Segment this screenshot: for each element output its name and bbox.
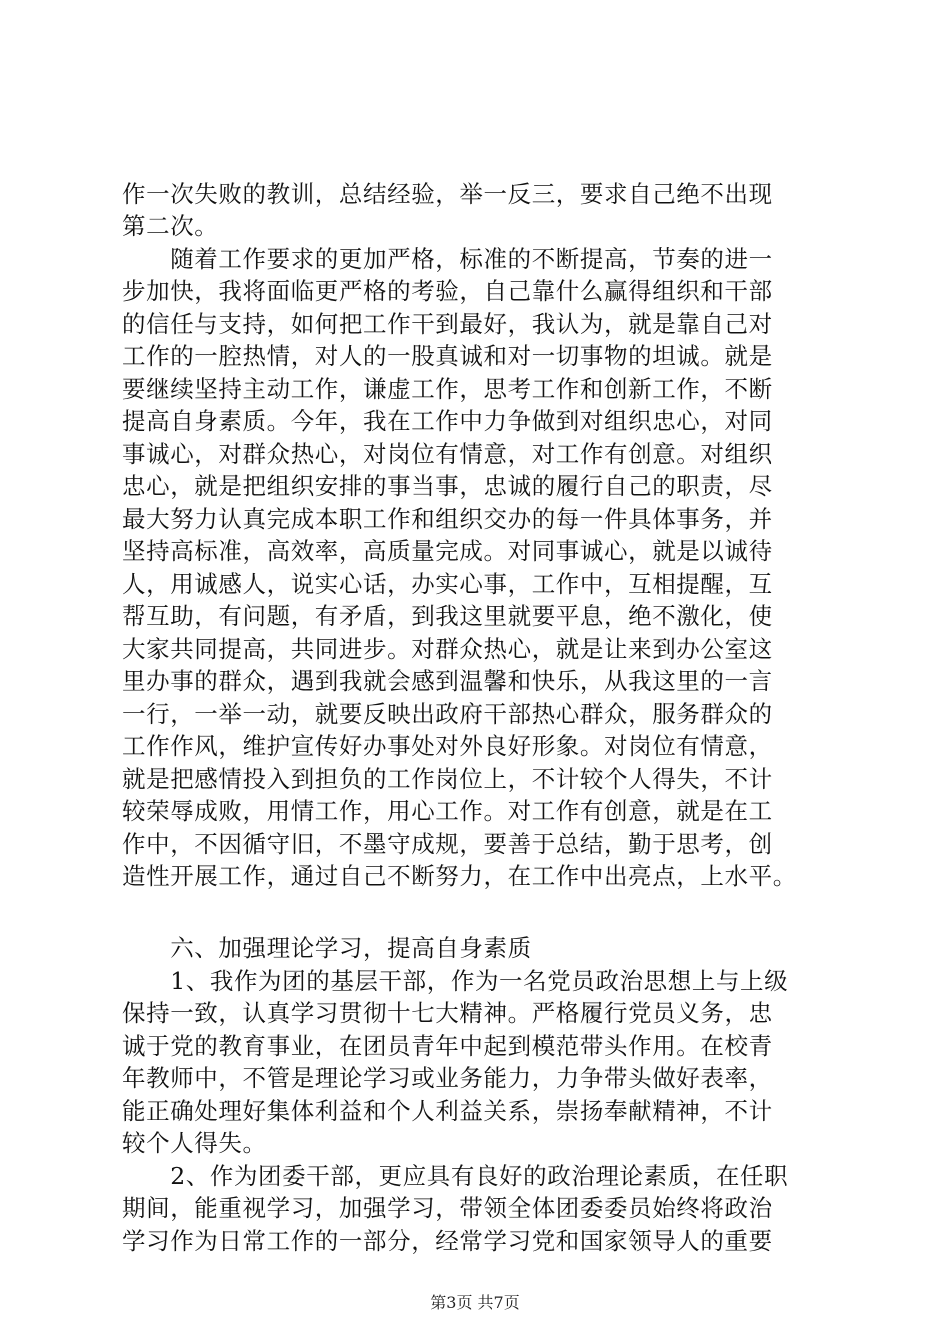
text-line: 大家共同提高，共同进步。对群众热心，就是让来到办公室这: [122, 635, 773, 663]
text-line: 一行，一举一动，就要反映出政府干部热心群众，服务群众的: [122, 700, 773, 728]
text-line: 随着工作要求的更加严格，标准的不断提高，节奏的进一: [122, 245, 773, 273]
text-line: 帮互助，有问题，有矛盾，到我这里就要平息，绝不激化，使: [122, 602, 773, 630]
text-line: 年教师中，不管是理论学习或业务能力，力争带头做好表率，: [122, 1064, 773, 1092]
text-line: 工作的一腔热情，对人的一股真诚和对一切事物的坦诚。就是: [122, 342, 773, 370]
text-line: 步加快，我将面临更严格的考验，自己靠什么赢得组织和干部: [122, 277, 773, 305]
section-heading: 六、加强理论学习，提高自身素质: [122, 934, 532, 962]
text-line: 诚于党的教育事业，在团员青年中起到模范带头作用。在校青: [122, 1032, 773, 1060]
text-line: 要继续坚持主动工作，谦虚工作，思考工作和创新工作，不断: [122, 375, 773, 403]
text-line: 作一次失败的教训，总结经验，举一反三，要求自己绝不出现: [122, 180, 773, 208]
text-line: 造性开展工作，通过自己不断努力，在工作中出亮点，上水平。: [122, 862, 797, 890]
text-line: 2、作为团委干部，更应具有良好的政治理论素质，在任职: [122, 1162, 789, 1190]
text-line: 较荣辱成败，用情工作，用心工作。对工作有创意，就是在工: [122, 797, 773, 825]
text-line: 作中，不因循守旧，不墨守成规，要善于总结，勤于思考，创: [122, 830, 773, 858]
text-line: 期间，能重视学习，加强学习，带领全体团委委员始终将政治: [122, 1194, 773, 1222]
text-line: 的信任与支持，如何把工作干到最好，我认为，就是靠自己对: [122, 310, 773, 338]
text-line: 工作作风，维护宣传好办事处对外良好形象。对岗位有情意，: [122, 732, 773, 760]
text-line: 较个人得失。: [122, 1129, 267, 1157]
text-line: 坚持高标准，高效率，高质量完成。对同事诚心，就是以诚待: [122, 537, 773, 565]
text-line: 学习作为日常工作的一部分，经常学习党和国家领导人的重要: [122, 1227, 773, 1255]
text-line: 忠心，就是把组织安排的事当事，忠诚的履行自己的职责，尽: [122, 472, 773, 500]
page-footer: 第3页 共7页: [430, 1293, 520, 1312]
text-line: 保持一致，认真学习贯彻十七大精神。严格履行党员义务，忠: [122, 999, 773, 1027]
text-line: 就是把感情投入到担负的工作岗位上，不计较个人得失，不计: [122, 765, 773, 793]
text-line: 最大努力认真完成本职工作和组织交办的每一件具体事务，并: [122, 505, 773, 533]
text-line: 1、我作为团的基层干部，作为一名党员政治思想上与上级: [122, 967, 789, 995]
text-line: 第二次。: [122, 212, 219, 240]
text-line: 人，用诚感人，说实心话，办实心事，工作中，互相提醒，互: [122, 570, 773, 598]
text-line: 事诚心，对群众热心，对岗位有情意，对工作有创意。对组织: [122, 440, 773, 468]
text-line: 能正确处理好集体利益和个人利益关系，崇扬奉献精神，不计: [122, 1097, 773, 1125]
text-line: 提高自身素质。今年，我在工作中力争做到对组织忠心，对同: [122, 407, 773, 435]
text-line: 里办事的群众，遇到我就会感到温馨和快乐，从我这里的一言: [122, 667, 773, 695]
